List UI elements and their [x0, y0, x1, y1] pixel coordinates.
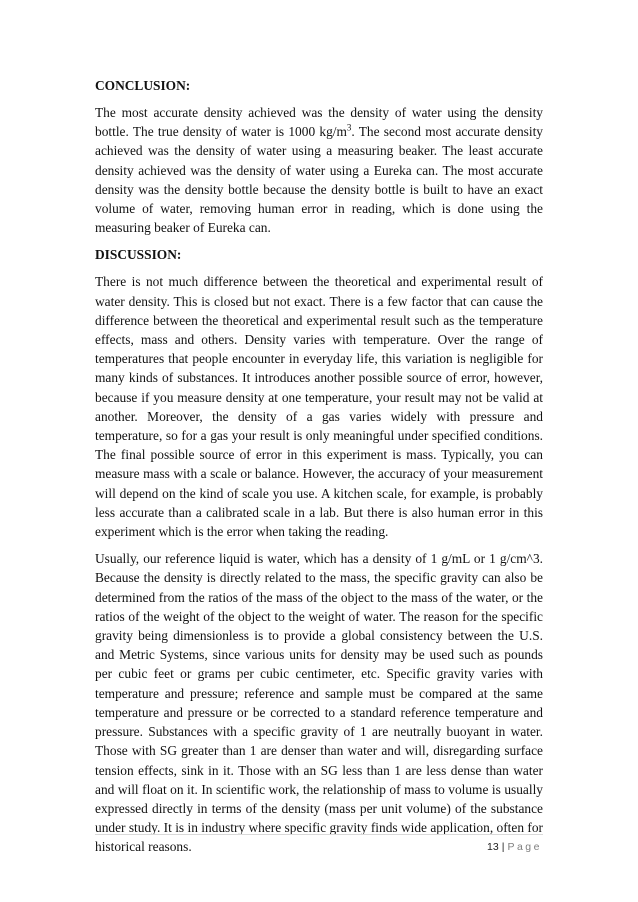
- superscript-exponent: 3: [346, 122, 352, 133]
- discussion-heading: DISCUSSION:: [95, 247, 182, 263]
- page-label: Page: [507, 841, 542, 853]
- discussion-paragraph-1: There is not much difference between the theoretical and experimental result of water density. This is closed but not exact. There is a few factor that can cause the difference between the theoretical and experimental result such as the temperature effects, mass and others. Density varies with temperature. Over the range of temperatures that people encounter in everyday life, this variation is negligible for many kinds of substances. It introduces another possible source of error, however, because if you measure density at one temperature, your result may not be valid at another. Moreover, the density of a gas varies widely with pressure and temperature, so for a gas your result is only meaningful under specified conditions. The final possible source of error in this experiment is mass. Typically, you can measure mass with a scale or balance. However, the accuracy of your measurement will depend on the kind of scale you use. A kitchen scale, for example, is probably less accurate than a calibrated scale in a lab. But there is also human error in this experiment which is the error when taking the reading.: [95, 274, 543, 540]
- footer-divider: [95, 834, 543, 835]
- conclusion-text-end: . The second most accurate density achieved was the density of water using a measuring beaker. The least accurate density achieved was the density of water using a Eureka can. The most accurate density was the density bottle because the density bottle is built to have an exact volume of water, removing human error in reading, which is done using the measuring beaker of Eureka can.: [95, 124, 543, 236]
- conclusion-text-start: The most accurate density achieved was the density of water using the density bottle. The true density of water is 1000 kg/m: [95, 105, 543, 140]
- page-footer: [487, 841, 542, 853]
- conclusion-heading: CONCLUSION:: [95, 78, 191, 93]
- page-number: 13: [487, 841, 499, 853]
- footer-separator: |: [501, 841, 505, 853]
- page-content: [95, 76, 543, 865]
- discussion-paragraph-2: Usually, our reference liquid is water, which has a density of 1 g/mL or 1 g/cm^3. Because the density is directly related to the mass, the specific gravity can also be determined from the ratios of the mass of the object to the mass of the water, or the ratios of the weight of the object to the weight of water. The reason for the specific gravity being dimensionless is to provide a global consistency between the U.S. and Metric Systems, since various units for density may be used such as pounds per cubic feet or grams per cubic centimeter, etc. Specific gravity varies with temperature and pressure; reference and sample must be compared at the same temperature and pressure or be corrected to a standard reference temperature and pressure. Substances with a specific gravity of 1 are neutrally buoyant in water. Those with SG greater than 1 are denser than water and will, disregarding surface tension effects, sink in it. Those with an SG less than 1 are less dense than water and will float on it. In scientific work, the relationship of mass to volume is usually expressed directly in terms of the density (mass per unit volume) of the substance under study. It is in industry where specific gravity finds wide application, often for historical reasons.: [95, 551, 543, 855]
- conclusion-paragraph: [95, 103, 543, 237]
